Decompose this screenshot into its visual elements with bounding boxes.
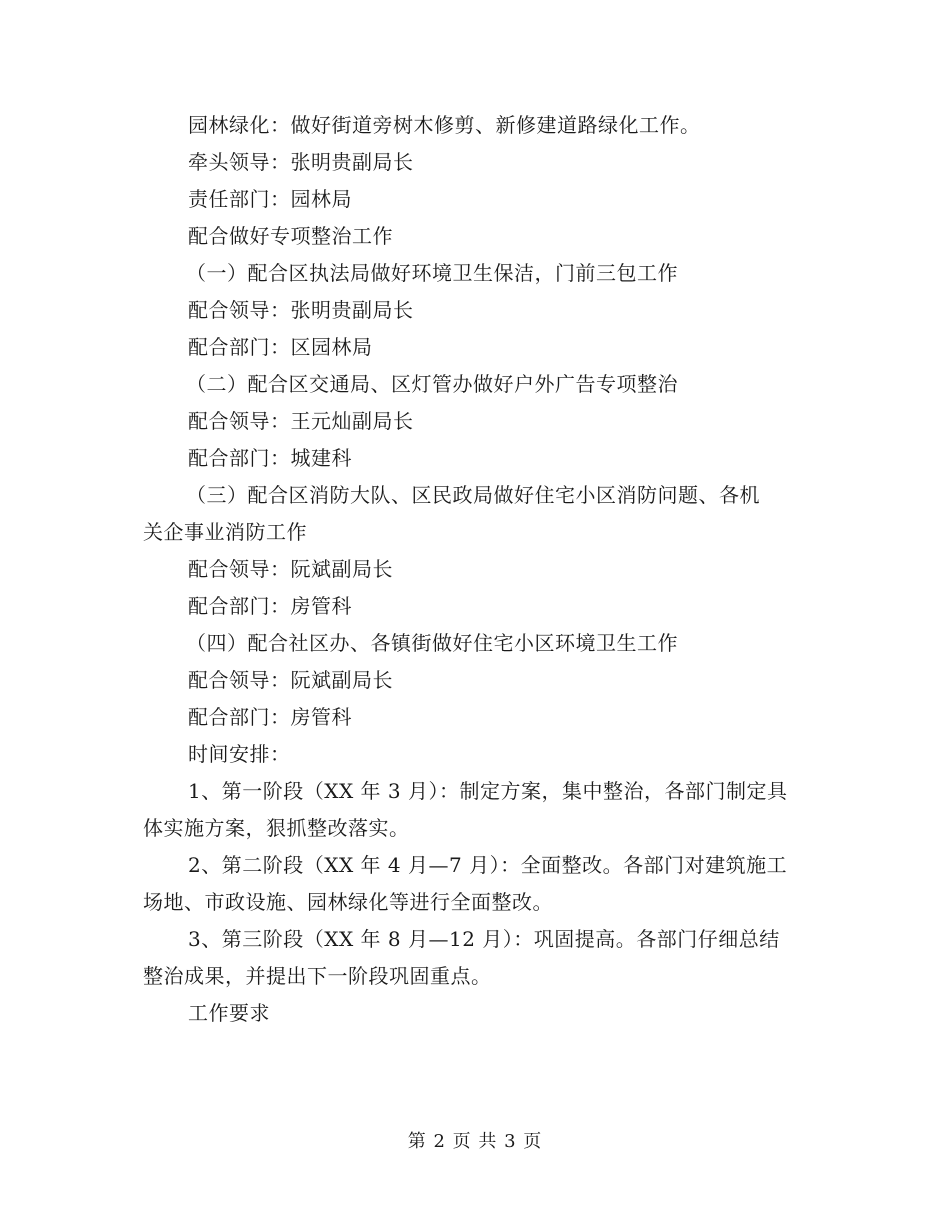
paragraph-line: 配合部门：房管科 xyxy=(188,705,352,729)
paragraph-line: 配合领导：张明贵副局长 xyxy=(188,298,414,322)
paragraph-line: 牵头领导：张明贵副局长 xyxy=(188,150,414,174)
subsection-heading: （四）配合社区办、各镇街做好住宅小区环境卫生工作 xyxy=(186,631,678,655)
paragraph-line: 配合部门：城建科 xyxy=(188,446,352,470)
paragraph-line: 体实施方案，狠抓整改落实。 xyxy=(143,816,410,840)
paragraph-line: 3、第三阶段（XX 年 8 月—12 月）：巩固提高。各部门仔细总结 xyxy=(188,927,780,951)
paragraph-line: 配合部门：区园林局 xyxy=(188,335,373,359)
page-footer: 第 2 页 共 3 页 xyxy=(407,1131,543,1152)
subsection-heading: （三）配合区消防大队、区民政局做好住宅小区消防问题、各机 xyxy=(186,483,760,507)
paragraph-line: 配合领导：阮斌副局长 xyxy=(188,668,393,692)
paragraph-line: 责任部门：园林局 xyxy=(188,187,352,211)
paragraph-line: 配合领导：王元灿副局长 xyxy=(188,409,414,433)
paragraph-line: 园林绿化：做好街道旁树木修剪、新修建道路绿化工作。 xyxy=(188,113,701,137)
section-heading: 时间安排： xyxy=(188,742,291,766)
paragraph-line: 2、第二阶段（XX 年 4 月—7 月）：全面整改。各部门对建筑施工 xyxy=(188,853,788,877)
paragraph-line: 关企事业消防工作 xyxy=(143,520,307,544)
subsection-heading: （二）配合区交通局、区灯管办做好户外广告专项整治 xyxy=(186,372,678,396)
document-body xyxy=(143,107,808,1032)
paragraph-line: 整治成果，并提出下一阶段巩固重点。 xyxy=(143,964,492,988)
paragraph-line: 配合领导：阮斌副局长 xyxy=(188,557,393,581)
paragraph-line: 1、第一阶段（XX 年 3 月）：制定方案，集中整治，各部门制定具 xyxy=(188,779,788,803)
paragraph-line: 场地、市政设施、园林绿化等进行全面整改。 xyxy=(143,890,553,914)
section-heading: 配合做好专项整治工作 xyxy=(188,224,393,248)
subsection-heading: （一）配合区执法局做好环境卫生保洁，门前三包工作 xyxy=(186,261,678,285)
paragraph-line: 配合部门：房管科 xyxy=(188,594,352,618)
section-heading: 工作要求 xyxy=(188,1001,270,1025)
